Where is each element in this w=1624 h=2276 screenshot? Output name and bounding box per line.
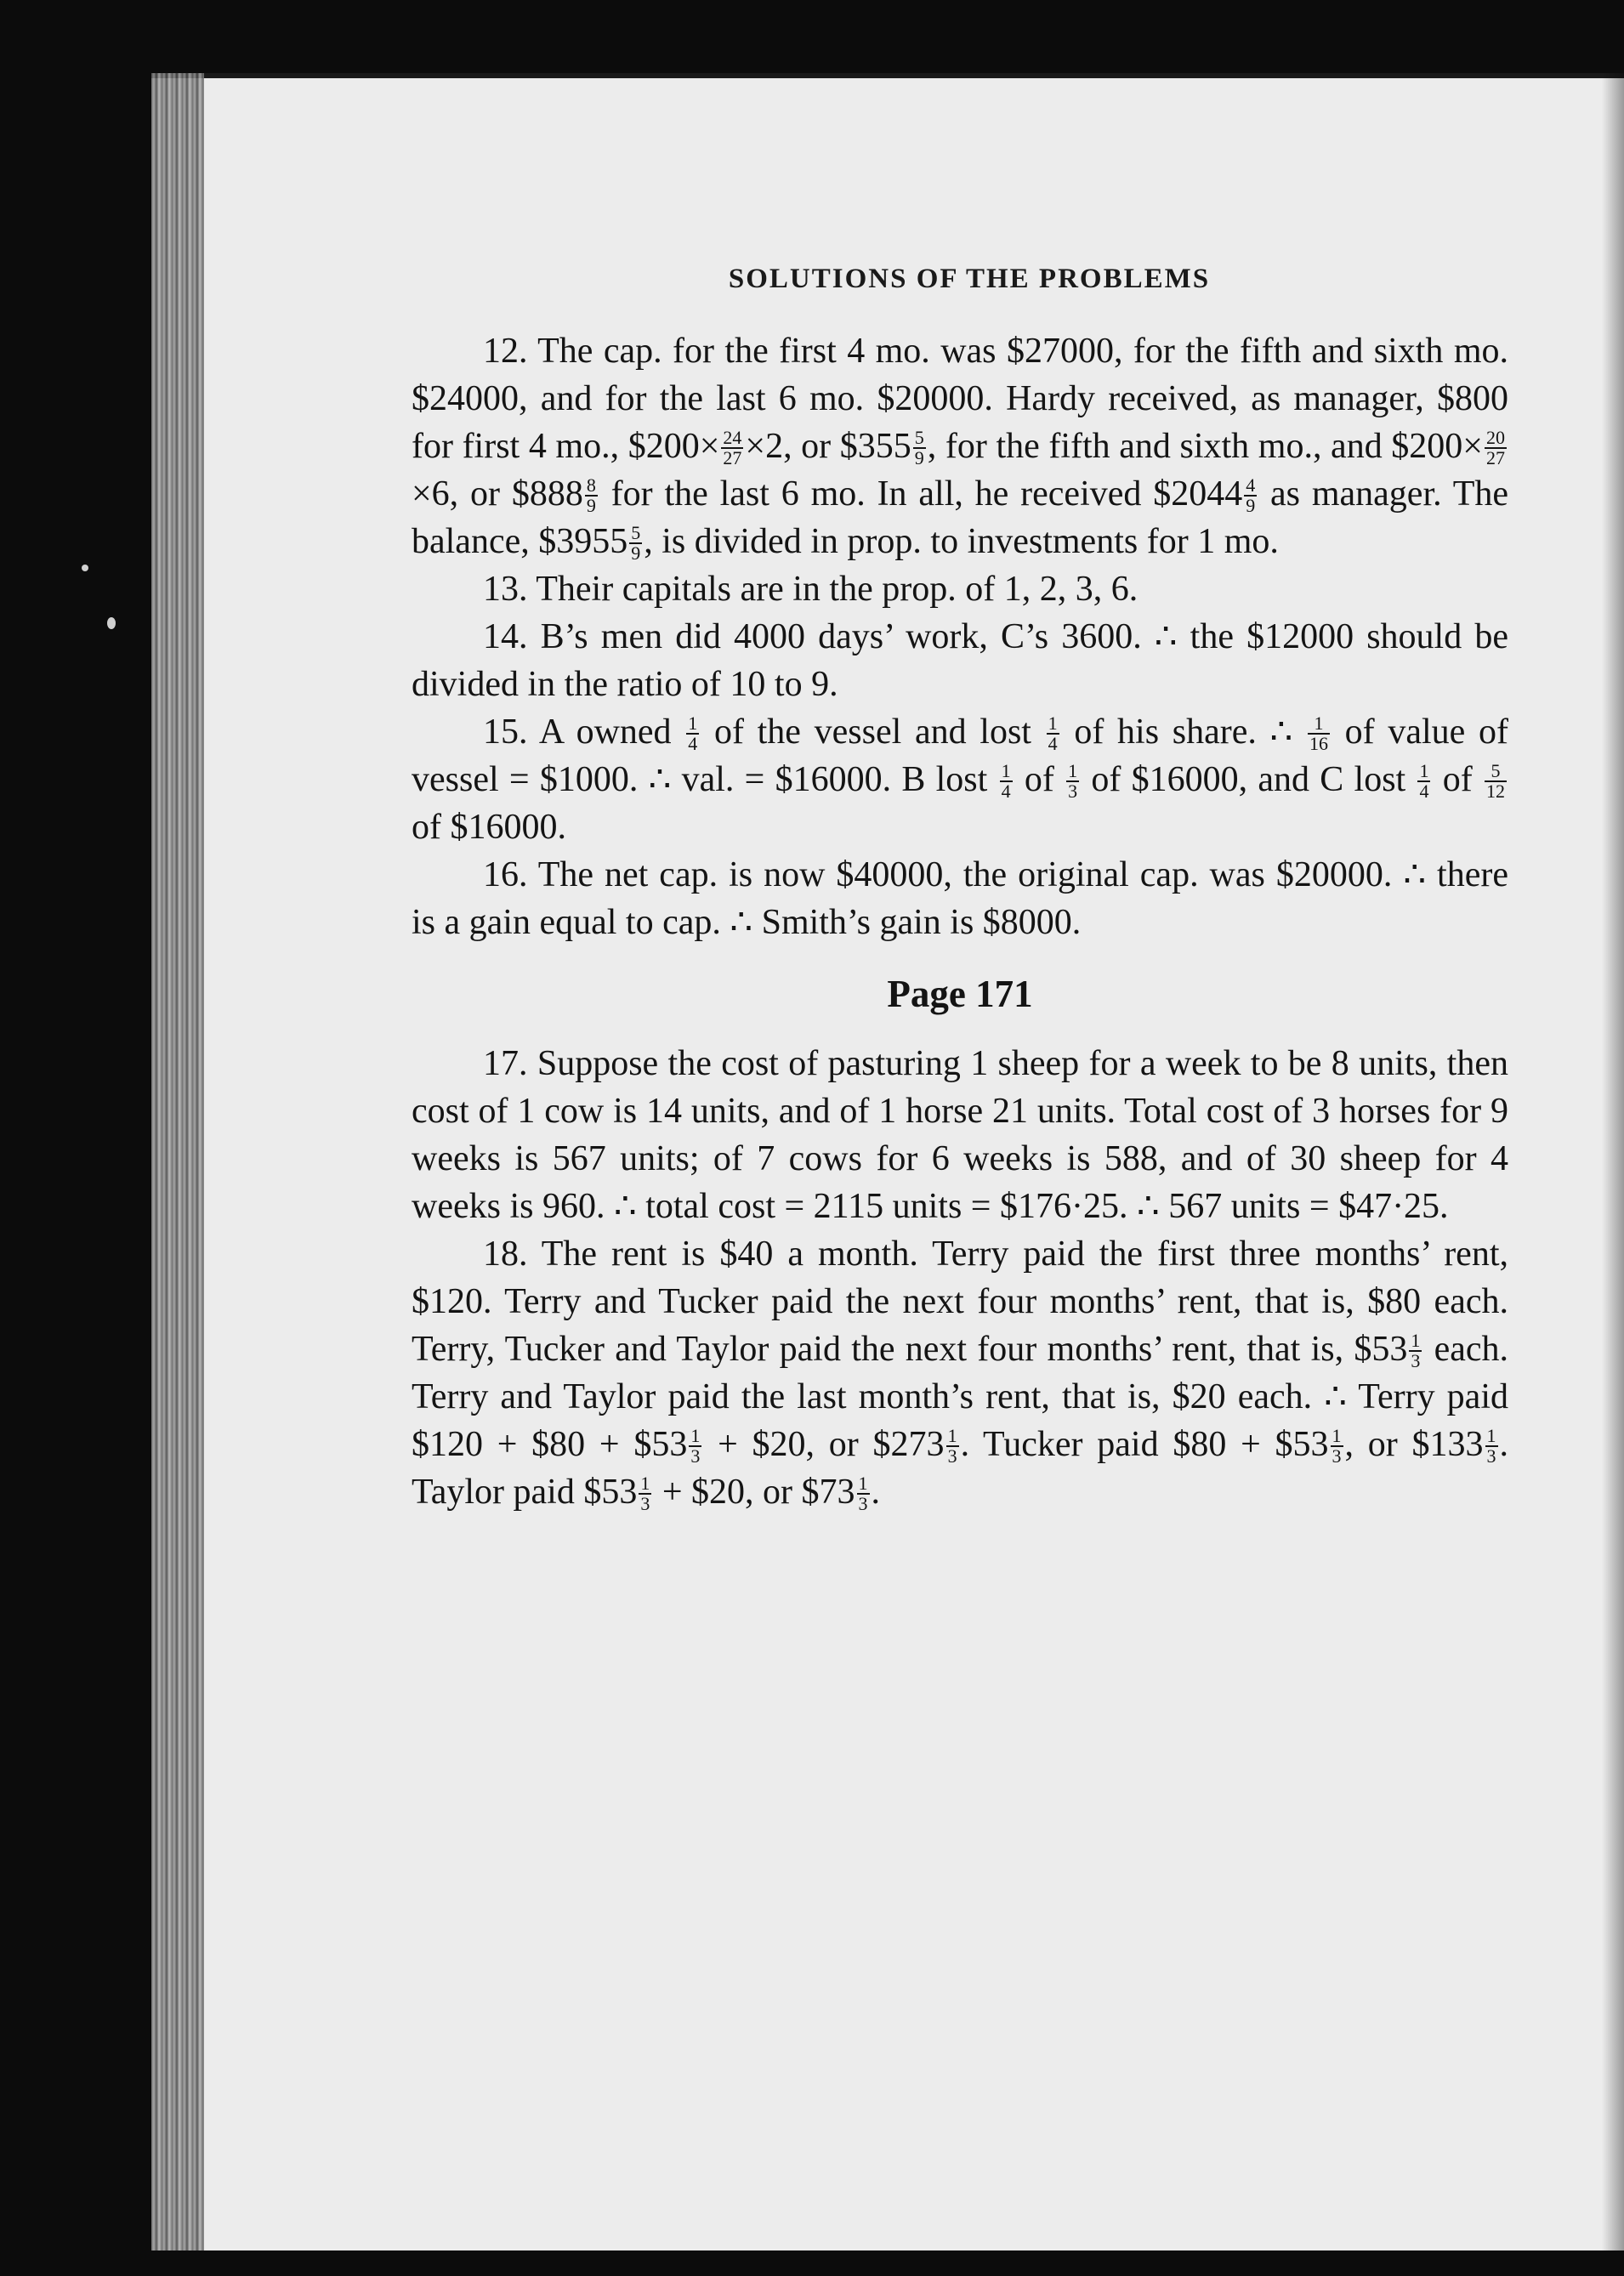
page-heading: Page 171 <box>887 973 1033 1015</box>
fraction-1-4: $\frac{1}{4}$ <box>688 712 698 754</box>
solution-13: 13. Their capitals are in the prop. of 1, 2, 3, 6. <box>483 570 1139 609</box>
scan-bottom-border <box>151 2250 1624 2276</box>
fraction-1-16: $\frac{1}{16}$ <box>1309 712 1328 754</box>
fraction-1-4: $\frac{1}{4}$ <box>1419 759 1429 802</box>
fraction-5-12: $\frac{5}{12}$ <box>1486 759 1505 802</box>
fraction-1-3: $\frac{1}{3}$ <box>947 1424 957 1467</box>
solution-18: 18. The rent is $40 a month. Terry paid the first three months’ rent, $120. Terry and Tucker paid the next four months’ rent, that is, $80 each. Terry, Tucker and Taylor paid the next four months’ rent, that is, $53 $\frac{1}{3}$ each. Terry and Taylor paid the last month’s rent, that is, $20 each. ∴ Terry paid $120 + $80 + $53 $\frac{1}{3}$ + $20, or $273 $\frac{1}{3}$ . Tucker paid $80 + $53 $\frac{1}{3}$ , or $133 $\frac{1}{3}$ . Taylor paid $53 $\frac{1}{3}$ + $20, or $73 $\frac{1}{3}$ . <box>412 1234 1508 1514</box>
fraction-1-3: $\frac{1}{3}$ <box>1486 1424 1496 1467</box>
solution-12: 12. The cap. for the first 4 mo. was $27000, for the fifth and sixth mo. $24000, and for the last 6 mo. $20000. Hardy received, as manager, $800 for first 4 mo., $200× $\frac{24}{27}$ ×2, or $355 $\frac{5}{9}$ , for the fifth and sixth mo., and $200× $\frac{20}{27}$ ×6, or $888 $\frac{8}{9}$ for the last 6 mo. In all, he received $2044 $\frac{4}{9}$ as manager. The balance, $3955 $\frac{5}{9}$ , is divided in prop. to investments for 1 mo. <box>412 332 1508 564</box>
fraction-1-3: $\frac{1}{3}$ <box>1332 1424 1342 1467</box>
solution-15: 15. A owned $\frac{1}{4}$ of the vessel and lost $\frac{1}{4}$ of his share. ∴ $\frac{1}{16}$ of value of vessel = $1000. ∴ val. = $16000. B lost $\frac{1}{4}$ of $\frac{1}{3}$ of $16000, and C lost $\frac{1}{4}$ of $\frac{5}{12}$ of $16000. <box>412 712 1508 847</box>
page-right-shadow <box>1602 73 1624 2276</box>
fraction-5-9: $\frac{5}{9}$ <box>914 426 924 468</box>
scan-speck <box>82 565 88 571</box>
scan-speck <box>107 617 116 629</box>
fraction-1-3: $\frac{1}{3}$ <box>1411 1329 1421 1371</box>
fraction-5-9: $\frac{5}{9}$ <box>631 521 641 564</box>
fraction-1-3: $\frac{1}{3}$ <box>640 1472 650 1514</box>
fraction-4-9: $\frac{4}{9}$ <box>1246 474 1256 516</box>
fraction-1-3: $\frac{1}{3}$ <box>690 1424 701 1467</box>
fraction-20-27: $\frac{20}{27}$ <box>1485 426 1505 468</box>
running-head: SOLUTIONS OF THE PROBLEMS <box>728 264 1211 294</box>
fraction-1-4: $\frac{1}{4}$ <box>1001 759 1011 802</box>
solution-17: 17. Suppose the cost of pasturing 1 sheep for a week to be 8 units, then cost of 1 cow is 14 units, and of 1 horse 21 units. Total cost of 3 horses for 9 weeks is 567 units; of 7 cows for 6 weeks is 588, and of 30 sheep for 4 weeks is 960. ∴ total cost = 2115 units = $176·25. ∴ 567 units = $47·25. <box>412 1044 1508 1226</box>
fraction-8-9: $\frac{8}{9}$ <box>586 474 596 516</box>
page-edge-binding <box>151 73 204 2276</box>
solution-16: 16. The net cap. is now $40000, the original cap. was $20000. ∴ there is a gain equal to cap. ∴ Smith’s gain is $8000. <box>412 855 1508 942</box>
fraction-1-3: $\frac{1}{3}$ <box>858 1472 868 1514</box>
fraction-1-4: $\frac{1}{4}$ <box>1048 712 1058 754</box>
solution-14: 14. B’s men did 4000 days’ work, C’s 3600. ∴ the $12000 should be divided in the ratio of 10 to 9. <box>412 617 1508 704</box>
fraction-24-27: $\frac{24}{27}$ <box>723 426 742 468</box>
solutions-text <box>412 327 1508 1516</box>
page-top-edge <box>151 73 1624 78</box>
fraction-1-3: $\frac{1}{3}$ <box>1068 759 1078 802</box>
